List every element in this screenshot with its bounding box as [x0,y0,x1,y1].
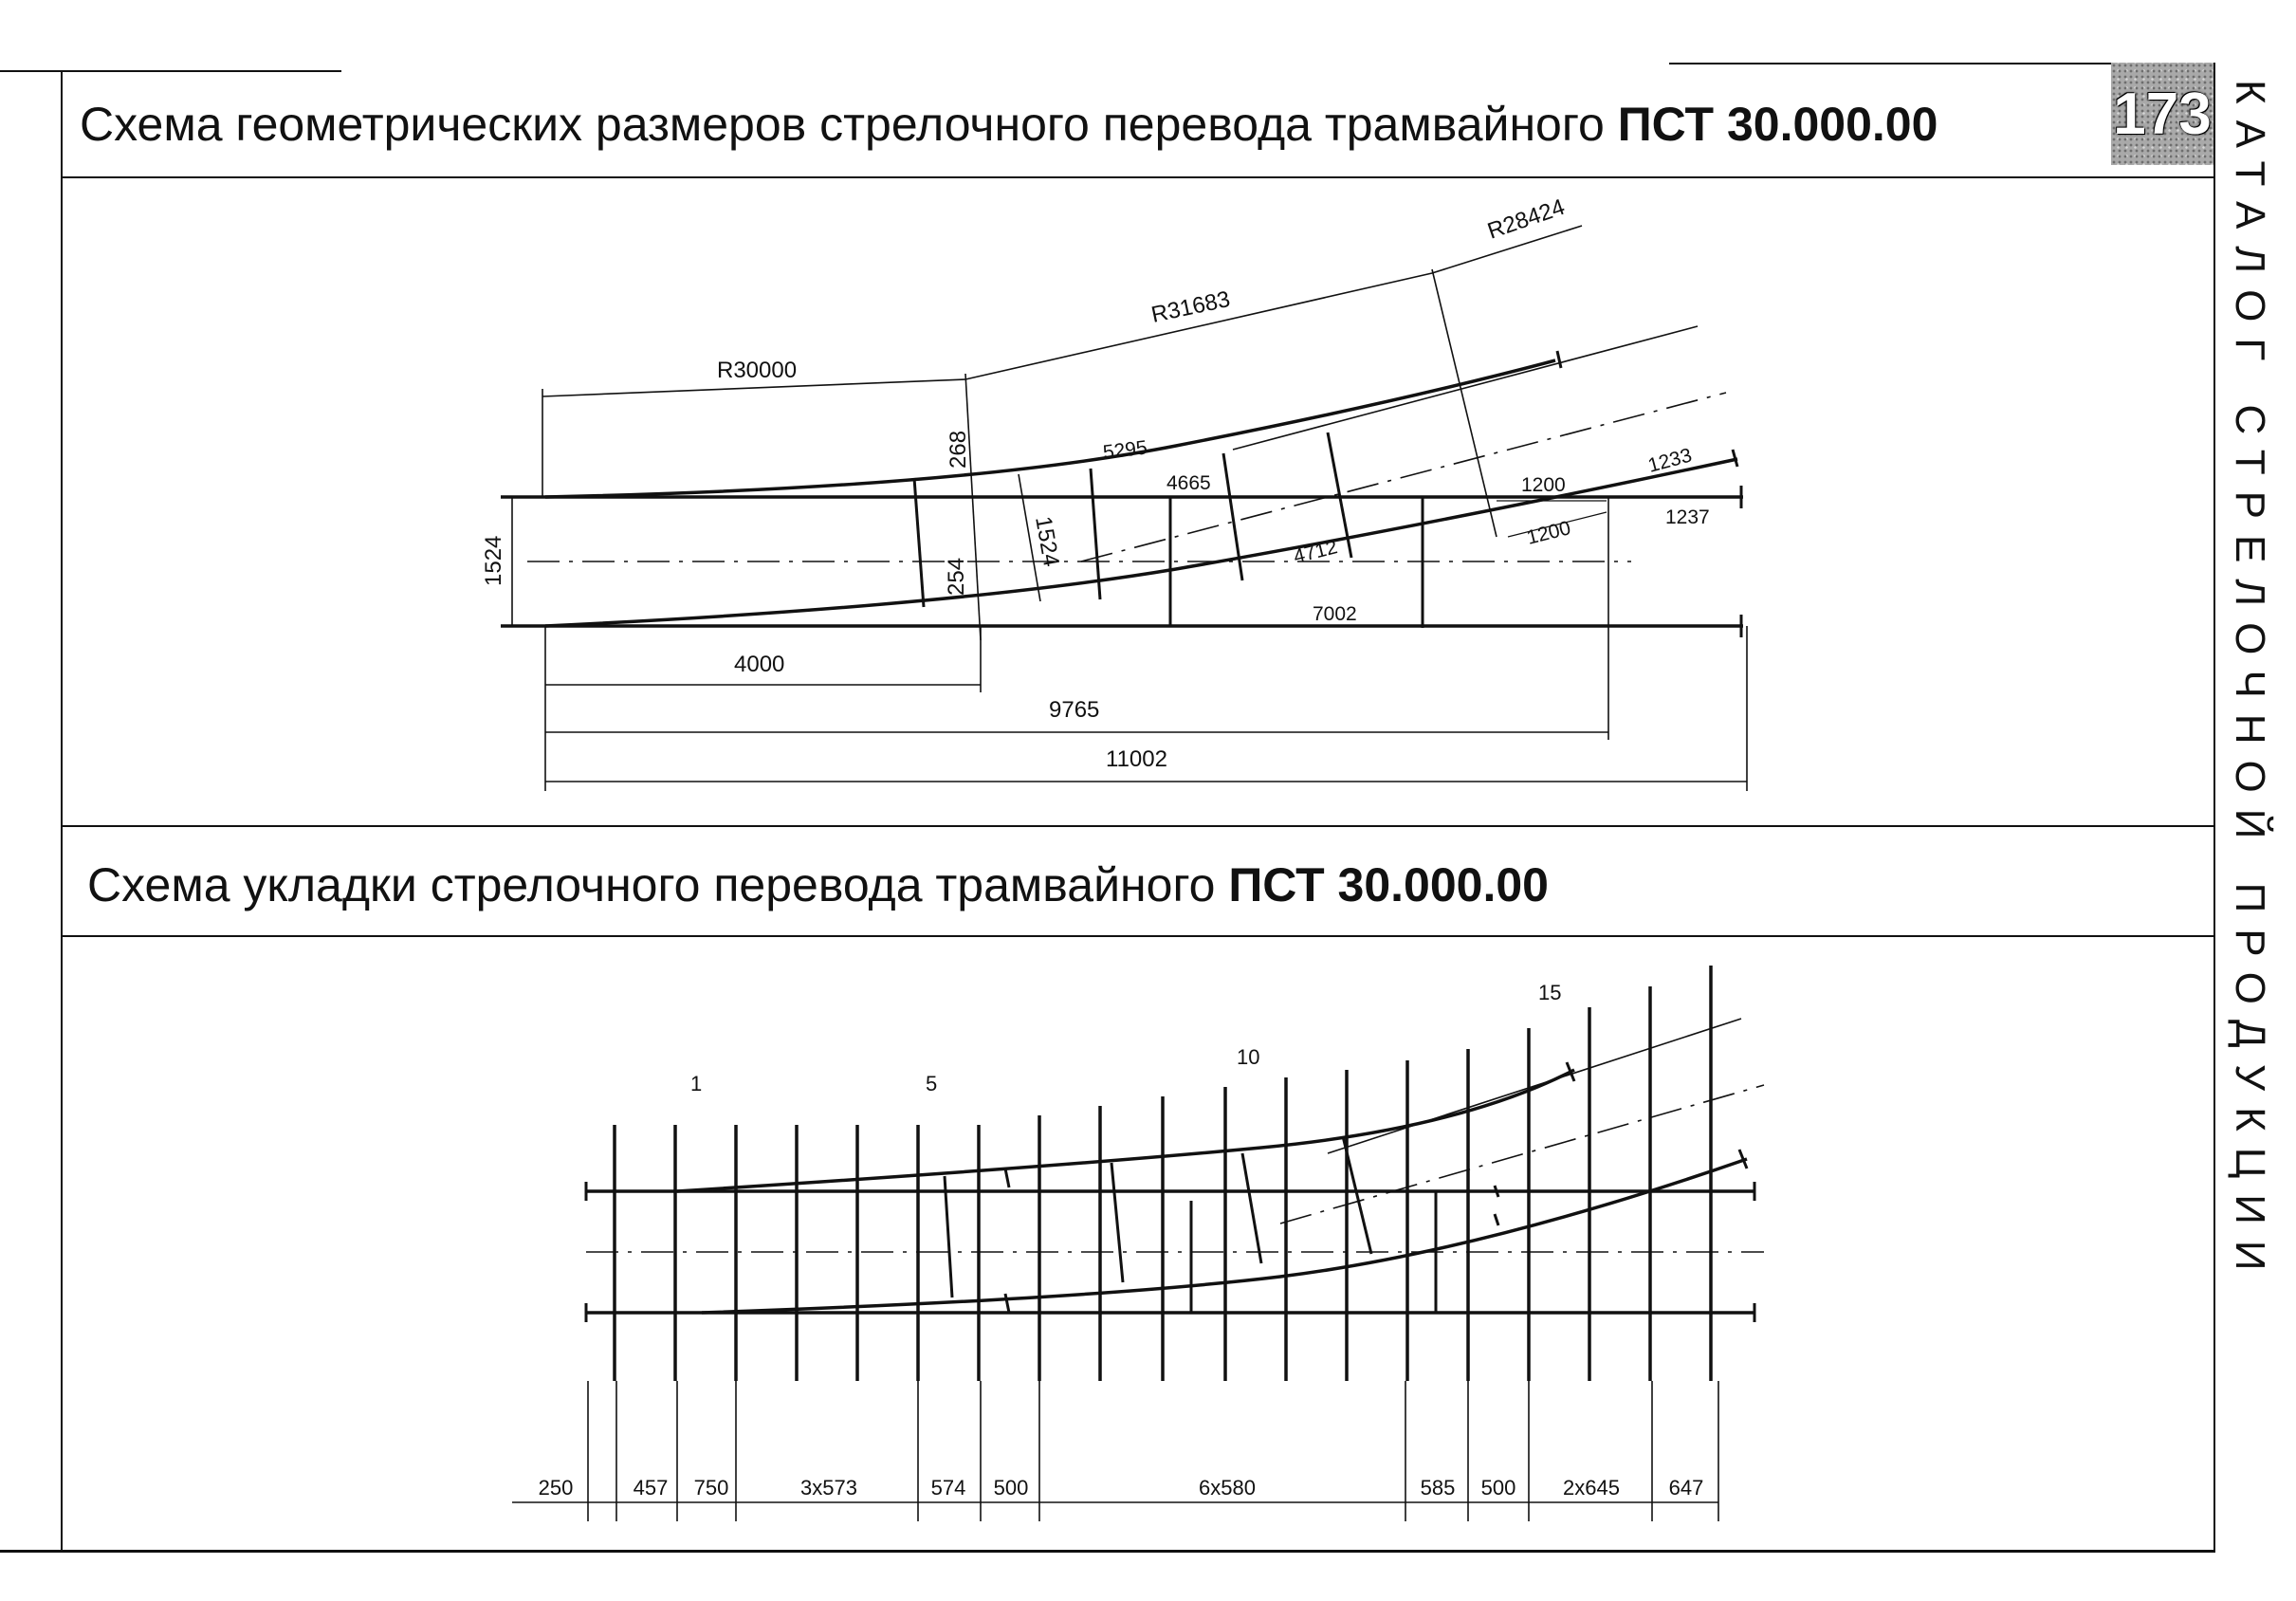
layout-diagram [586,1019,1764,1322]
label-1237: 1237 [1665,506,1710,528]
label-r31683: R31683 [1148,285,1233,328]
spacing-label: 647 [1668,1476,1704,1500]
label-1200-lower: 1200 [1524,517,1573,549]
spacing-label: 574 [930,1476,966,1500]
label-11002: 11002 [1106,746,1167,772]
spacing-label: 585 [1420,1476,1456,1500]
label-r30000: R30000 [717,358,798,383]
section1-code: ПСТ 30.000.00 [1617,98,1938,151]
label-1233: 1233 [1645,444,1695,477]
label-9765: 9765 [1049,697,1100,723]
sleeper-number: 10 [1237,1045,1260,1069]
layout-diverging-axis [1280,1085,1764,1224]
label-4712: 4712 [1291,536,1340,568]
spacing-label: 457 [633,1476,669,1500]
label-254: 254 [944,557,969,596]
sleepers [615,966,1711,1381]
spacing-label: 250 [538,1476,574,1500]
label-gauge: 1524 [481,535,506,586]
spacing-label: 500 [1480,1476,1516,1500]
spacing-label: 3x573 [800,1476,857,1500]
page-number: 173 [2111,63,2213,165]
spacing-label: 2x645 [1563,1476,1620,1500]
diverging-axis-upper [1233,326,1698,450]
label-268: 268 [946,430,971,469]
label-5295: 5295 [1101,436,1148,464]
section2-code: ПСТ 30.000.00 [1228,858,1549,911]
radius-31683-line [965,273,1432,379]
sleeper-number: 1 [690,1072,703,1095]
label-1524-diag: 1524 [1030,514,1064,569]
spacing-label: 6x580 [1199,1476,1256,1500]
layout-diverging-outer [677,1070,1574,1191]
section2-title: Схема укладки стрелочного перевода трамвайного ПСТ 30.000.00 [87,858,1549,911]
label-1200-upper: 1200 [1521,474,1566,496]
label-7002: 7002 [1313,603,1357,625]
label-r28424: R28424 [1484,193,1569,245]
label-4000: 4000 [734,652,785,677]
spacing-dimension [512,1381,1718,1521]
sleeper-number: 5 [926,1072,938,1095]
sleeper-numbers [690,981,1561,1095]
section1-title: Схема геометрических размеров стрелочного перевода трамвайного ПСТ 30.000.00 [80,98,1938,151]
spacing-label: 750 [693,1476,729,1500]
spacing-label: 500 [993,1476,1029,1500]
geometry-diagram [501,226,1747,791]
label-4665: 4665 [1166,472,1211,494]
sleeper-number: 15 [1538,981,1562,1004]
